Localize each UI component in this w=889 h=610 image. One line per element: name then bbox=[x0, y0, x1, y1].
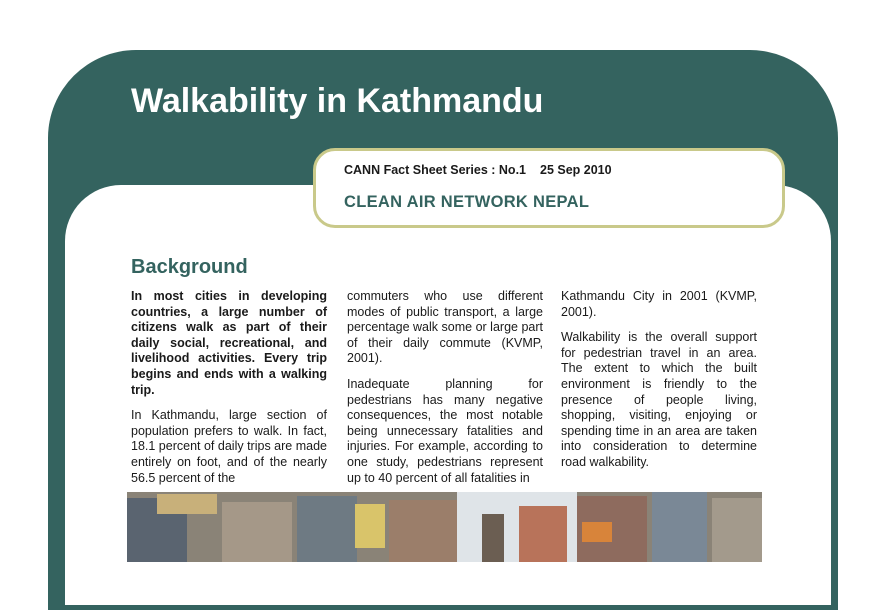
page-title: Walkability in Kathmandu bbox=[131, 82, 544, 120]
text-column-2 bbox=[347, 289, 543, 496]
photo-building bbox=[222, 502, 292, 562]
intro-paragraph: In most cities in developing countries, a large number of citizens walk as part of their daily social, recreational, and livelihood activities. Every trip begins and ends with a walking trip. bbox=[131, 289, 327, 397]
photo-building bbox=[712, 498, 762, 562]
paragraph: In Kathmandu, large section of population prefers to walk. In fact, 18.1 percent of daily trips are made entirely on foot, and of the nearly 56.5 percent of the bbox=[131, 408, 327, 485]
photo-building bbox=[389, 500, 457, 562]
series-label: CANN Fact Sheet Series : No.1 bbox=[344, 163, 526, 177]
paragraph: Walkability is the overall support for pedestrian travel in an area. The extent to which the built environment is friendly to the presence of people living, shopping, visiting, enjoying or spending time in an area are taken into consideration to determine road walkability. bbox=[561, 330, 757, 469]
photo-building bbox=[157, 494, 217, 514]
series-line bbox=[344, 163, 612, 177]
text-column-3 bbox=[561, 289, 757, 481]
street-photo bbox=[127, 492, 762, 562]
photo-building bbox=[652, 492, 707, 562]
fact-sheet-badge bbox=[313, 148, 785, 228]
paragraph: Kathmandu City in 2001 (KVMP, 2001). bbox=[561, 289, 757, 319]
issue-date: 25 Sep 2010 bbox=[540, 163, 612, 177]
photo-building bbox=[519, 506, 567, 562]
photo-building bbox=[482, 514, 504, 562]
photo-building bbox=[297, 496, 357, 562]
paragraph: Inadequate planning for pedestrians has many negative consequences, the most notable being unnecessary fatalities and injuries. For example, according to one study, pedestrians represent up to 40 percent of all fatalities in bbox=[347, 376, 543, 485]
paragraph: commuters who use different modes of public transport, a large percentage walk some or large part of their daily commute (KVMP, 2001). bbox=[347, 289, 543, 366]
organization-name: CLEAN AIR NETWORK NEPAL bbox=[344, 193, 590, 211]
text-column-1 bbox=[131, 289, 327, 496]
photo-building bbox=[582, 522, 612, 542]
photo-building bbox=[355, 504, 385, 548]
section-heading: Background bbox=[131, 256, 248, 278]
